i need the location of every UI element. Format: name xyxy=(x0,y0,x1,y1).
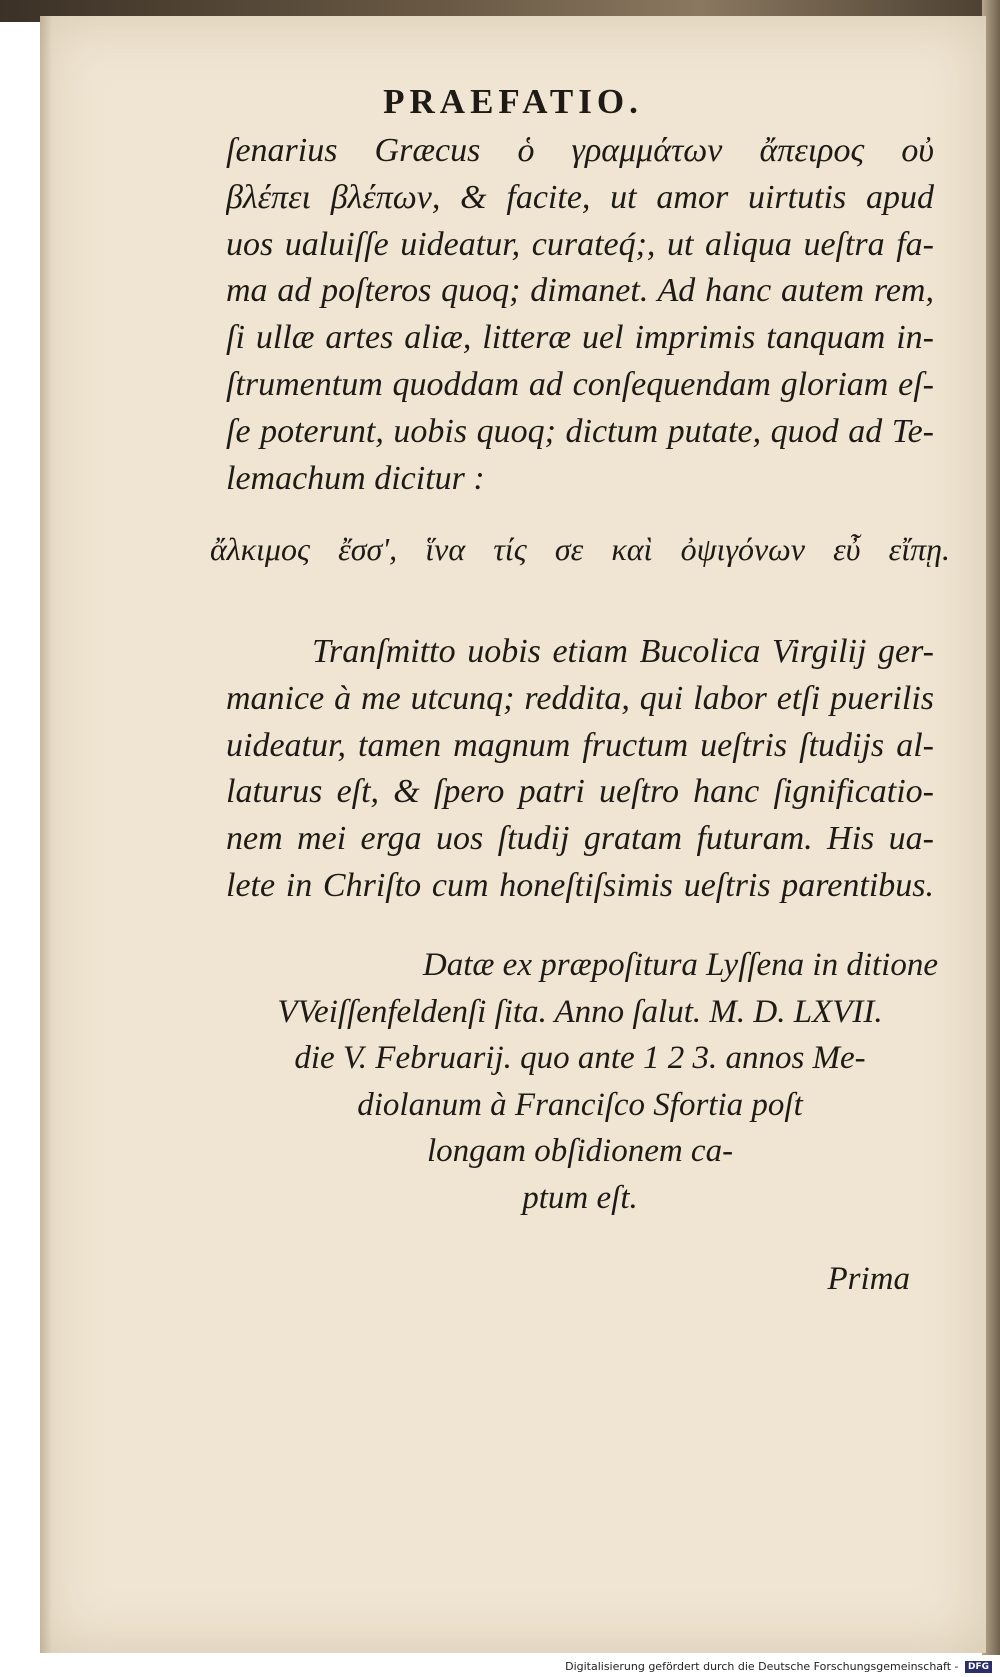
text-line: uos ualuiſſe uideatur, curateq́;, ut aliqua ueſtra fa- xyxy=(226,225,934,263)
text-line: VVeiſſenfeldenſi ſita. Anno ſalut. M. D. LXVII. xyxy=(277,993,883,1030)
text-line: Datæ ex præpoſitura Lyſſena in ditione xyxy=(422,947,938,983)
text-line: ſenarius Græcus ὁ γραμμάτων ἄπειρος οὐ xyxy=(226,132,934,169)
text-line: ſtrumentum quoddam ad conſequendam gloriam eſ- xyxy=(226,365,934,403)
greek-verse: ἄλκιμος ἔσσ', ἵνα τίς σε καὶ ὀψιγόνων εὖ εἴπῃ. xyxy=(210,531,950,567)
text-line: ptum eſt. xyxy=(522,1179,638,1216)
catchword: Prima xyxy=(827,1261,910,1297)
dfg-logo: DFG xyxy=(965,1661,992,1673)
text-line: ſi ullæ artes aliæ, litteræ uel imprimis tanquam in- xyxy=(226,319,934,357)
text-line: uideatur, tamen magnum fructum ueſtris ſtudijs al- xyxy=(226,726,934,764)
page-heading: PRAEFATIO. xyxy=(383,82,643,121)
body-paragraph-1 xyxy=(226,128,934,502)
text-line: βλέπει βλέπων, & facite, ut amor uirtutis apud xyxy=(226,178,934,216)
credit-text: Digitalisierung gefördert durch die Deutsche Forschungsgemeinschaft - xyxy=(565,1660,959,1673)
digitization-credit xyxy=(565,1660,992,1673)
text-line: laturus eſt, & ſpero patri ueſtro hanc ſignificatio- xyxy=(226,773,934,811)
text-line: die V. Februarij. quo ante 1 2 3. annos Me- xyxy=(294,1040,866,1076)
body-paragraph-2 xyxy=(226,629,934,910)
text-line: diolanum à Franciſco Sfortia poſt xyxy=(357,1086,803,1123)
text-line: nem mei erga uos ſtudij gratam futuram. His ua- xyxy=(226,820,934,858)
text-line: ſe poterunt, uobis quoq; dictum putate, quod ad Te- xyxy=(226,412,934,450)
text-line: longam obſidionem ca- xyxy=(426,1133,734,1169)
dating-paragraph xyxy=(222,942,938,1221)
book-page xyxy=(40,16,986,1653)
text-line: lemachum dicitur : xyxy=(226,459,485,497)
text-line: manice à me utcunq; reddita, qui labor etſi puerilis xyxy=(226,679,934,717)
text-line: lete in Chriſto cum honeſtiſsimis ueſtris parentibus. xyxy=(226,866,934,904)
text-line: Tranſmitto uobis etiam Bucolica Virgilij ger- xyxy=(312,633,934,670)
text-line: ma ad poſteros quoq; dimanet. Ad hanc autem rem, xyxy=(226,272,934,310)
